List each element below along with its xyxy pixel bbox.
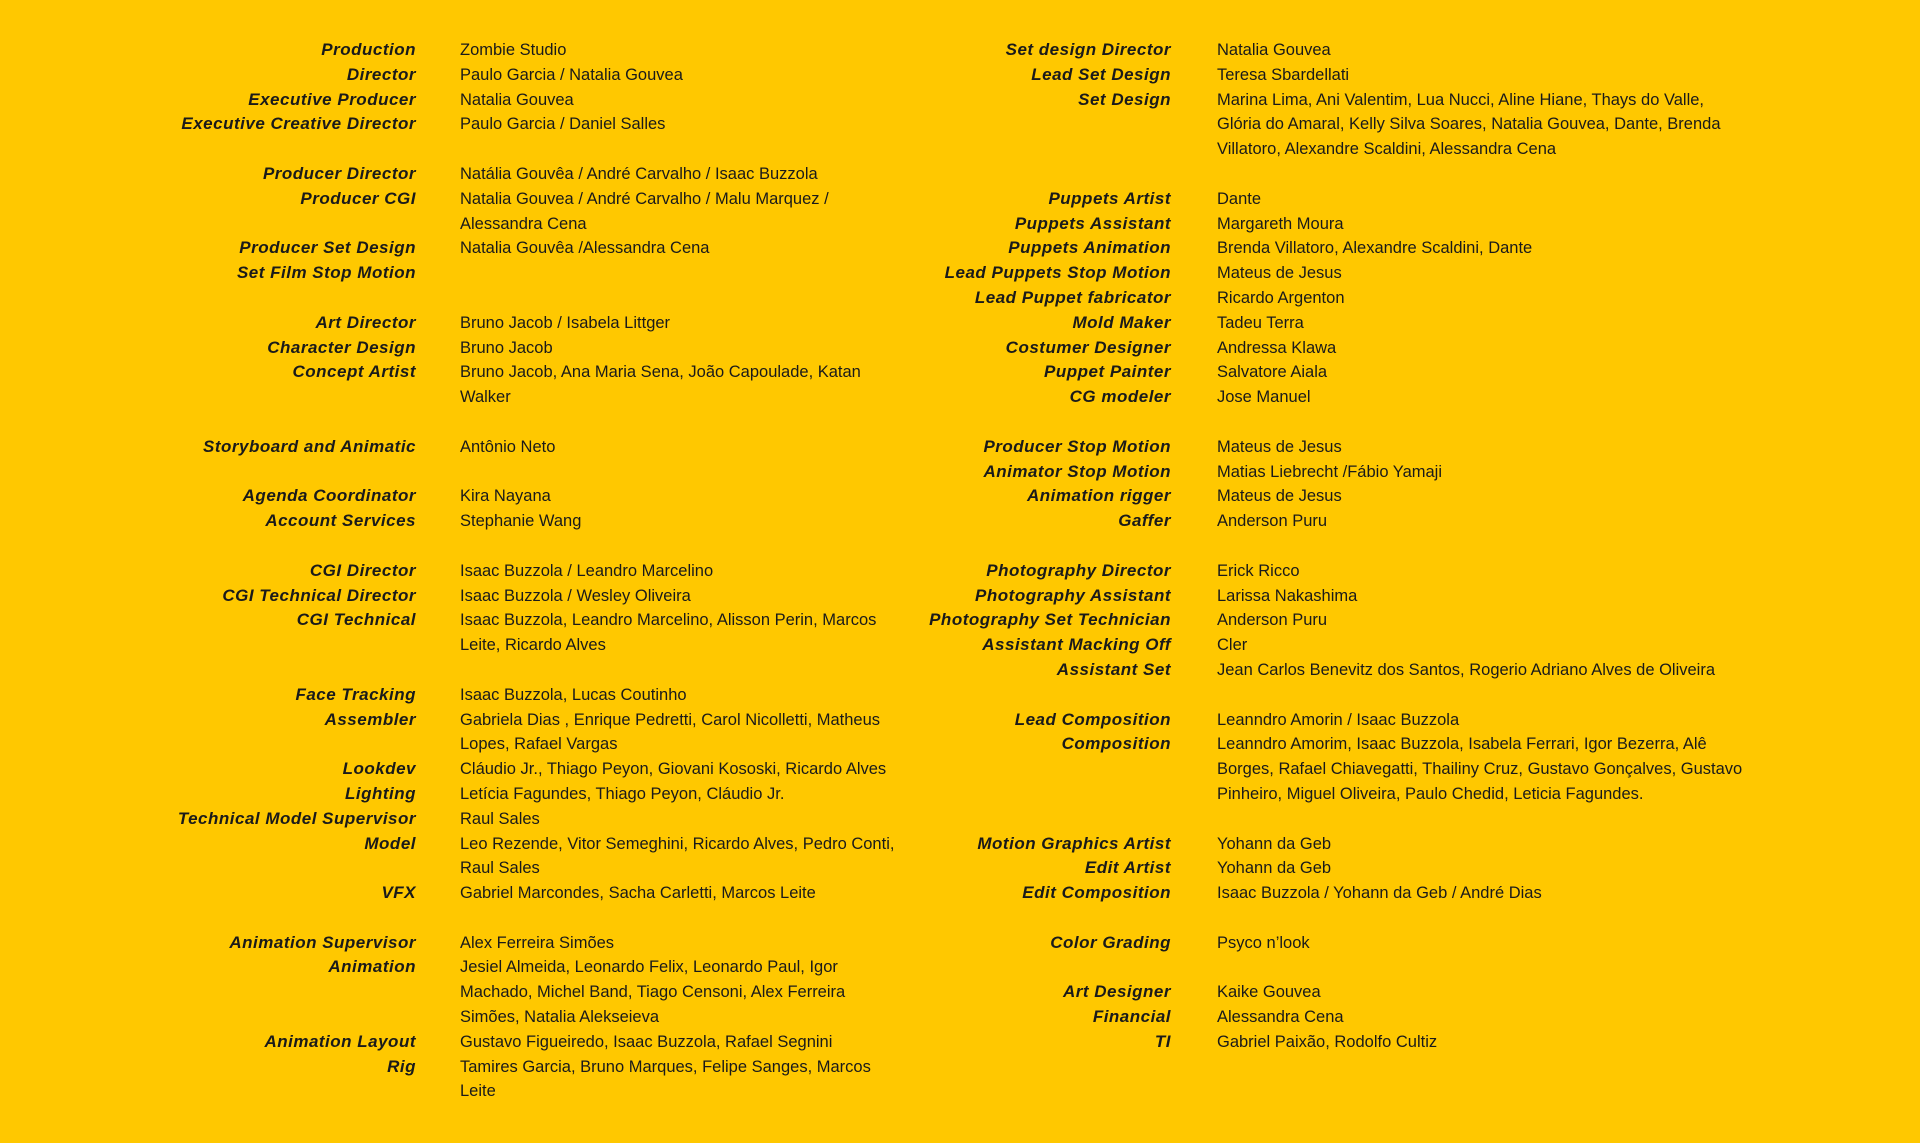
section-spacer [860, 162, 1920, 187]
credit-role: Costumer Designer [1005, 337, 1171, 357]
credit-row-puppets-assistant [860, 212, 1920, 237]
credit-row-puppet-painter [860, 360, 1920, 385]
credit-row-storyboard-and-animatic [0, 435, 900, 460]
credit-row-motion-graphics-artist [860, 832, 1920, 857]
credit-row-cg-modeler [860, 385, 1920, 410]
credit-names: Natalia Gouvea [460, 90, 574, 109]
credit-role: Assistant Macking Off [982, 635, 1171, 655]
credit-row-gaffer [860, 509, 1920, 534]
credit-names: Matias Liebrecht /Fábio Yamaji [1217, 462, 1442, 481]
credit-role: Photography Assistant [975, 585, 1171, 605]
credit-role: Puppet Painter [1044, 362, 1171, 382]
credit-role: Lead Puppet fabricator [974, 287, 1171, 307]
credit-role: TI [1154, 1031, 1171, 1051]
credit-row-rig [0, 1055, 900, 1105]
credit-role: Edit Composition [1022, 883, 1171, 903]
credit-row-executive-producer [0, 88, 900, 113]
credit-role: Director [346, 64, 416, 84]
credit-role: Animation rigger [1026, 486, 1171, 506]
credits-column-right [860, 38, 1920, 1055]
credit-row-lead-composition [860, 708, 1920, 733]
credit-names: Letícia Fagundes, Thiago Peyon, Cláudio Jr. [460, 784, 785, 803]
credit-role: Lead Puppets Stop Motion [944, 263, 1171, 283]
credit-row-set-film-stop-motion [0, 261, 900, 286]
credit-role: Art Director [315, 312, 416, 332]
credit-names: Gabriel Marcondes, Sacha Carletti, Marcos Leite [460, 884, 816, 903]
credit-names: Tamires Garcia, Bruno Marques, Felipe Sanges, Marcos Leite [460, 1057, 871, 1101]
credit-role: Storyboard and Animatic [202, 436, 416, 456]
credit-role: Animation Layout [264, 1031, 416, 1051]
credit-row-photography-director [860, 559, 1920, 584]
credit-names: Larissa Nakashima [1217, 586, 1358, 605]
credit-row-vfx [0, 881, 900, 906]
credit-role: Art Designer [1062, 982, 1171, 1002]
credit-names: Natália Gouvêa / André Carvalho / Isaac Buzzola [460, 164, 818, 183]
credit-names: Anderson Puru [1217, 512, 1328, 531]
credit-role: Financial [1092, 1007, 1171, 1027]
section-spacer [860, 906, 1920, 931]
credit-names: Kira Nayana [460, 487, 551, 506]
section-spacer [860, 534, 1920, 559]
credit-row-composition [860, 732, 1920, 806]
credit-role: Producer Set Design [239, 238, 416, 258]
credit-names: Jose Manuel [1217, 388, 1311, 407]
credit-names: Leo Rezende, Vitor Semeghini, Ricardo Alves, Pedro Conti, Raul Sales [460, 834, 895, 878]
credit-row-lead-set-design [860, 63, 1920, 88]
credit-names: Dante [1217, 189, 1262, 208]
credit-row-agenda-coordinator [0, 484, 900, 509]
credit-row-costumer-designer [860, 336, 1920, 361]
credit-names: Isaac Buzzola, Leandro Marcelino, Alisson Perin, Marcos Leite, Ricardo Alves [460, 611, 877, 655]
credit-role: Lighting [344, 783, 416, 803]
section-spacer [0, 906, 900, 931]
credit-names: Isaac Buzzola / Leandro Marcelino [460, 561, 714, 580]
credit-names: Leanndro Amorim, Isaac Buzzola, Isabela Ferrari, Igor Bezerra, Alê Borges, Rafael Chiavegatti, Thailiny Cruz, Gustavo Gonçalves, Gustavo Pinheiro, Miguel Oliveira, Paulo Chedid, Leticia Fagundes. [1217, 735, 1743, 803]
credit-role: CGI Director [309, 560, 416, 580]
credit-names: Tadeu Terra [1217, 313, 1304, 332]
credit-role: Set Design [1078, 89, 1171, 109]
credit-row-assistant-macking-off [860, 633, 1920, 658]
credit-names: Natalia Gouvêa /Alessandra Cena [460, 239, 710, 258]
credit-names: Ricardo Argenton [1217, 288, 1345, 307]
credit-names: Alex Ferreira Simões [460, 933, 615, 952]
section-spacer [0, 534, 900, 559]
credit-role: Assembler [324, 709, 416, 729]
credit-names: Brenda Villatoro, Alexandre Scaldini, Dante [1217, 239, 1533, 258]
credit-names: Isaac Buzzola / Wesley Oliveira [460, 586, 691, 605]
credit-names: Erick Ricco [1217, 561, 1300, 580]
credit-role: Composition [1061, 734, 1171, 754]
credit-role: Face Tracking [295, 684, 416, 704]
credit-row-set-design-director [860, 38, 1920, 63]
credit-row-animation [0, 955, 900, 1029]
credit-row-director [0, 63, 900, 88]
credit-row-animation-layout [0, 1030, 900, 1055]
credit-names: Gabriel Paixão, Rodolfo Cultiz [1217, 1032, 1438, 1051]
credit-role: Assistant Set [1056, 659, 1171, 679]
credit-names: Bruno Jacob [460, 338, 553, 357]
credit-row-cgi-director [0, 559, 900, 584]
credit-role: Technical Model Supervisor [177, 808, 416, 828]
credit-row-account-services [0, 509, 900, 534]
credit-row-technical-model-supervisor [0, 807, 900, 832]
credit-names: Bruno Jacob / Isabela Littger [460, 313, 671, 332]
credit-role: Animation Supervisor [229, 932, 416, 952]
credit-role: Concept Artist [292, 362, 416, 382]
credit-row-art-director [0, 311, 900, 336]
section-spacer [0, 460, 900, 485]
section-spacer [0, 286, 900, 311]
credit-role: Lead Set Design [1031, 64, 1171, 84]
credit-row-concept-artist [0, 360, 900, 410]
credit-names: Zombie Studio [460, 41, 567, 59]
credit-role: Motion Graphics Artist [977, 833, 1171, 853]
credit-row-animator-stop-motion [860, 460, 1920, 485]
credit-row-photography-assistant [860, 584, 1920, 609]
credit-names: Andressa Klawa [1217, 338, 1337, 357]
credit-role: Model [364, 833, 416, 853]
credit-row-producer-stop-motion [860, 435, 1920, 460]
credit-names: Cler [1217, 636, 1248, 655]
credit-role: Set design Director [1005, 40, 1171, 59]
credit-names: Anderson Puru [1217, 611, 1328, 630]
credit-names: Jesiel Almeida, Leonardo Felix, Leonardo Paul, Igor Machado, Michel Band, Tiago Censoni, Alex Ferreira Simões, Natalia Alekseieva [460, 958, 846, 1027]
credit-row-mold-maker [860, 311, 1920, 336]
credit-role: Puppets Artist [1048, 188, 1171, 208]
credit-role: Lookdev [342, 759, 416, 779]
section-spacer [860, 683, 1920, 708]
credit-role: CG modeler [1069, 387, 1171, 407]
credit-names: Yohann da Geb [1217, 834, 1332, 853]
credit-row-model [0, 832, 900, 882]
credit-names: Isaac Buzzola, Lucas Coutinho [460, 685, 687, 704]
credit-row-set-design [860, 88, 1920, 162]
credit-row-ti [860, 1030, 1920, 1055]
credit-row-animation-supervisor [0, 931, 900, 956]
credit-role: Puppets Assistant [1014, 213, 1171, 233]
credit-role: VFX [381, 883, 416, 903]
credit-role: Producer Stop Motion [983, 436, 1171, 456]
credit-row-executive-creative-director [0, 112, 900, 137]
credit-row-color-grading [860, 931, 1920, 956]
credit-names: Alessandra Cena [1217, 1008, 1344, 1027]
credit-role: Rig [387, 1056, 416, 1076]
credit-names: Natalia Gouvea [1217, 41, 1331, 59]
credit-role: Color Grading [1050, 932, 1171, 952]
credit-role: Producer Director [262, 163, 416, 183]
credit-names: Stephanie Wang [460, 512, 582, 531]
credit-row-animation-rigger [860, 484, 1920, 509]
credit-row-lead-puppets-stop-motion [860, 261, 1920, 286]
credit-role: Lead Composition [1014, 709, 1171, 729]
section-spacer [0, 658, 900, 683]
credit-names: Salvatore Aiala [1217, 363, 1328, 382]
credit-names: Bruno Jacob, Ana Maria Sena, João Capoulade, Katan Walker [460, 363, 861, 407]
credit-role: Account Services [265, 511, 416, 531]
credit-role: Character Design [267, 337, 416, 357]
section-spacer [0, 137, 900, 162]
credit-names: Jean Carlos Benevitz dos Santos, Rogerio Adriano Alves de Oliveira [1217, 660, 1716, 679]
section-spacer [0, 410, 900, 435]
credit-names: Mateus de Jesus [1217, 437, 1342, 456]
credit-names: Yohann da Geb [1217, 859, 1332, 878]
credit-names: Leanndro Amorin / Isaac Buzzola [1217, 710, 1460, 729]
credit-role: Executive Creative Director [181, 114, 416, 134]
credit-row-financial [860, 1005, 1920, 1030]
credit-names: Cláudio Jr., Thiago Peyon, Giovani Kososki, Ricardo Alves [460, 760, 887, 779]
credit-row-producer-set-design [0, 236, 900, 261]
credit-role: Puppets Animation [1008, 238, 1171, 258]
credit-row-lookdev [0, 757, 900, 782]
credit-row-edit-composition [860, 881, 1920, 906]
credit-role: Animator Stop Motion [983, 461, 1171, 481]
credit-row-cgi-technical-director [0, 584, 900, 609]
credit-names: Margareth Moura [1217, 214, 1344, 233]
credit-names: Mateus de Jesus [1217, 264, 1342, 283]
credit-names: Raul Sales [460, 809, 540, 828]
credit-row-edit-artist [860, 856, 1920, 881]
credit-row-art-designer [860, 980, 1920, 1005]
credit-role: Photography Set Technician [929, 610, 1171, 630]
credit-row-character-design [0, 336, 900, 361]
section-spacer [860, 807, 1920, 832]
section-spacer [860, 410, 1920, 435]
section-spacer [860, 955, 1920, 980]
credit-row-producer-director [0, 162, 900, 187]
credit-role: Set Film Stop Motion [236, 263, 416, 283]
credit-role: Mold Maker [1072, 312, 1171, 332]
credit-role: Production [321, 40, 416, 59]
credit-row-cgi-technical [0, 608, 900, 658]
credit-names: Paulo Garcia / Daniel Salles [460, 115, 666, 134]
credit-role: Agenda Coordinator [242, 486, 416, 506]
credit-role: Edit Artist [1084, 858, 1171, 878]
credit-role: CGI Technical Director [222, 585, 416, 605]
credit-row-producer-cgi [0, 187, 900, 237]
credit-names: Natalia Gouvea / André Carvalho / Malu Marquez / Alessandra Cena [460, 189, 829, 233]
credit-row-photography-set-technician [860, 608, 1920, 633]
credit-names: Marina Lima, Ani Valentim, Lua Nucci, Aline Hiane, Thays do Valle, Glória do Amaral, Kelly Silva Soares, Natalia Gouvea, Dante, Brenda Villatoro, Alexandre Scaldini, Alessandra Cena [1217, 90, 1721, 159]
credit-names: Isaac Buzzola / Yohann da Geb / André Dias [1217, 884, 1542, 903]
credit-names: Kaike Gouvea [1217, 983, 1321, 1002]
credit-row-production [0, 38, 900, 63]
credit-role: Animation [328, 957, 416, 977]
credit-role: Gaffer [1118, 511, 1171, 531]
credit-role: CGI Technical [296, 610, 416, 630]
credit-names: Mateus de Jesus [1217, 487, 1342, 506]
credit-row-assistant-set [860, 658, 1920, 683]
credit-role: Photography Director [986, 560, 1171, 580]
credit-names: Teresa Sbardellati [1217, 65, 1350, 84]
credit-role: Producer CGI [300, 188, 416, 208]
credit-row-face-tracking [0, 683, 900, 708]
credit-row-assembler [0, 708, 900, 758]
credit-row-lighting [0, 782, 900, 807]
credit-names: Gustavo Figueiredo, Isaac Buzzola, Rafael Segnini [460, 1032, 833, 1051]
credit-row-puppets-animation [860, 236, 1920, 261]
credits-column-left [0, 38, 900, 1104]
credit-names: Paulo Garcia / Natalia Gouvea [460, 65, 683, 84]
credit-row-puppets-artist [860, 187, 1920, 212]
credit-role: Executive Producer [248, 89, 416, 109]
credit-names: Antônio Neto [460, 437, 556, 456]
credit-row-lead-puppet-fabricator [860, 286, 1920, 311]
credit-names: Gabriela Dias , Enrique Pedretti, Carol Nicolletti, Matheus Lopes, Rafael Vargas [460, 710, 881, 754]
credit-names: Psyco n’look [1217, 933, 1310, 952]
